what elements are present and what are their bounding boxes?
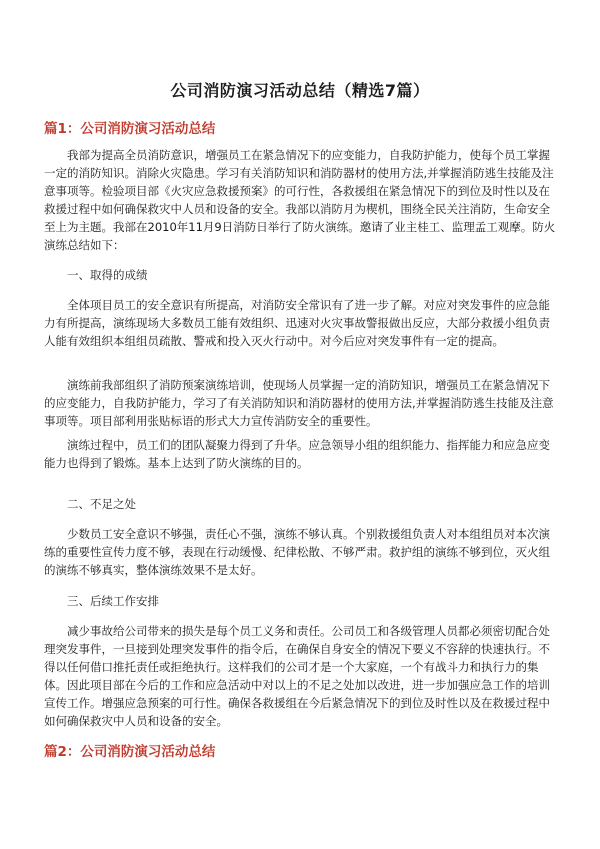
paragraph-shortcomings: 少数员工安全意识不够强，责任心不强，演练不够认真。个别救援组负责人对本组组员对本次演练的重要性宣传力度不够，表现在行动缓慢、纪律松散、不够严肃。救护组的演练不够到位，灭火组的演练不够真实，整体演练效果不是太好。 bbox=[44, 527, 550, 577]
subheading-followup: 三、后续工作安排 bbox=[67, 594, 159, 608]
paragraph-intro: 我部为提高全员消防意识，增强员工在紧急情况下的应变能力，自我防护能力，使每个员工掌握一定的消防知识。消除火灾隐患。学习有关消防知识和消防器材的使用方法,并掌握消防逃生技能及注意事项等。检验项目部《火灾应急救援预案》的可行性，各救援组在紧急情况下的到位及时性以及在救援过程中如何确保救灾中人员和设备的安全。我部以消防月为楔机，围绕全民关注消防，生命安全至上为主题。我部在2010年11月9日消防日举行了防火演练。邀请了业主桂工、监理孟工观摩。防火演练总结如下： bbox=[44, 148, 556, 252]
paragraph-training: 演练前我部组织了消防预案演练培训，使现场人员掌握一定的消防知识，增强员工在紧急情况下的应变能力，自我防护能力，学习了有关消防知识和消防器材的使用方法,并掌握消防逃生技能及注意事项等。项目部利用张贴标语的形式大力宣传消防安全的重要性。 bbox=[44, 378, 554, 428]
subheading-shortcomings: 二、不足之处 bbox=[67, 497, 136, 511]
subheading-achievements: 一、取得的成绩 bbox=[67, 268, 148, 282]
document-title: 公司消防演习活动总结（精选7篇） bbox=[170, 81, 430, 100]
paragraph-teamwork: 演练过程中，员工们的团队凝聚力得到了升华。应急领导小组的组织能力、指挥能力和应急应变能力也得到了锻炼。基本上达到了防火演练的目的。 bbox=[44, 438, 550, 470]
paragraph-followup: 减少事故给公司带来的损失是每个员工义务和责任。公司员工和各级管理人员都必须密切配合处理突发事件，一旦接到处理突发事件的指令后，在确保自身安全的情况下要义不容辞的快速执行。不得以任何借口推托责任或拒绝执行。这样我们的公司才是一个大家庭，一个有战斗力和执行力的集体。因此项目部在今后的工作和应急活动中对以上的不足之处加以改进，进一步加强应急工作的培训宣传工作。增强应急预案的可行性。确保各救援组在今后紧急情况下的到位及时性以及在救援过程中如何确保救灾中人员和设备的安全。 bbox=[44, 624, 550, 728]
section-heading-2: 篇2：公司消防演习活动总结 bbox=[44, 744, 216, 760]
paragraph-achievements: 全体项目员工的安全意识有所提高，对消防安全常识有了进一步了解。对应对突发事件的应急能力有所提高，演练现场大多数员工能有效组织、迅速对火灾事故警报做出反应，大部分救援小组负责人能有效组织本组组员疏散、警戒和投入灭火行动中。对今后应对突发事件有一定的提高。 bbox=[44, 298, 550, 348]
section-heading-1: 篇1：公司消防演习活动总结 bbox=[44, 121, 216, 137]
